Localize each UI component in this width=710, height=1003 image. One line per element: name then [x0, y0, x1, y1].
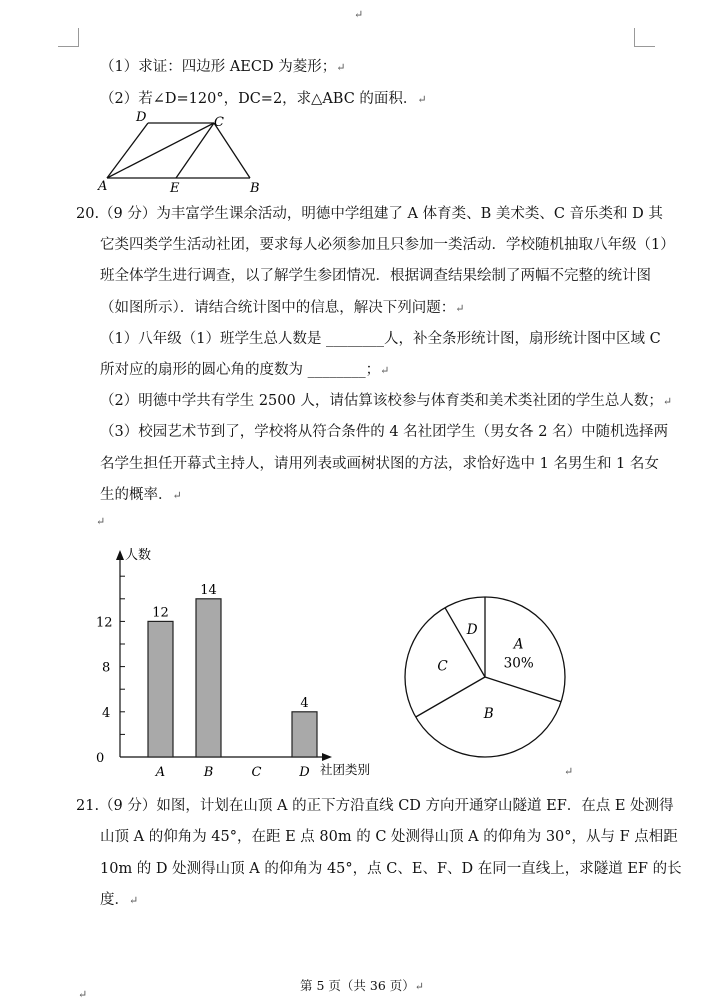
bar-B: [196, 599, 221, 757]
q19-figure: [90, 108, 280, 198]
q20-part3-a: （3）校园艺术节到了，学校将从符合条件的 4 名社团学生（男女各 2 名）中随机选择两: [100, 424, 669, 440]
q21-line3: 10m 的 D 处测得山顶 A 的仰角为 45°，点 C、E、F、D 在同一直线上，求隧道 EF 的长: [100, 861, 682, 877]
q20-part1-a: （1）八年级（1）班学生总人数是 ________人，补全条形统计图，扇形统计图中区域 C: [100, 331, 661, 347]
q20-line3: 班全体学生进行调查，以了解学生参团情况．根据调查结果绘制了两幅不完整的统计图: [100, 268, 651, 284]
bar-value-label: 12: [152, 605, 169, 621]
pie-label-B: B: [483, 705, 494, 722]
bar-A: [148, 621, 173, 757]
label-e: E: [170, 181, 180, 196]
x-tick-label: A: [155, 765, 166, 780]
q20-part2: （2）明德中学共有学生 2500 人，请估算该校参与体育类和美术类社团的学生总人数；↵: [100, 393, 673, 409]
q20-part3-b: 名学生担任开幕式主持人，请用列表或画树状图的方法，求恰好选中 1 名男生和 1 名女: [100, 456, 659, 472]
pie-label-C: C: [437, 658, 448, 675]
x-tick-label: D: [299, 765, 310, 780]
edge-cb: [214, 123, 250, 178]
edge-ec: [176, 123, 214, 178]
q20-line2: 它类四类学生活动社团，要求每人必须参加且只参加一类活动．学校随机抽取八年级（1）: [100, 237, 675, 253]
q20-part1-b: 所对应的扇形的圆心角的度数为 ________；↵: [100, 362, 390, 378]
q21-line1: 21.（9 分）如图，计划在山顶 A 的正下方沿直线 CD 方向开通穿山隧道 EF．在点 E 处测得: [76, 798, 674, 814]
blank-paragraph-mark: ↵: [96, 515, 106, 528]
label-b: B: [250, 181, 260, 196]
x-axis-label: 社团类别: [320, 762, 371, 777]
y-tick-label: 12: [96, 615, 113, 631]
bar-value-label: 4: [300, 695, 309, 711]
pie-value-A: 30%: [503, 655, 534, 672]
label-d: D: [136, 110, 147, 125]
x-tick-label: B: [203, 765, 214, 780]
bar-D: [292, 712, 317, 757]
pie-label-D: D: [466, 622, 478, 639]
q20-part3-c: 生的概率．↵: [100, 487, 182, 503]
corner-mark-right: [634, 28, 655, 47]
end-paragraph-mark: ↵: [78, 988, 88, 1001]
y-tick-label: 4: [102, 705, 111, 721]
q19-part1: （1）求证：四边形 AECD 为菱形；↵: [100, 59, 346, 75]
pie-chart: [400, 592, 570, 762]
header-return-mark: ↵: [354, 8, 364, 21]
label-a: A: [98, 179, 108, 194]
bar-value-label: 14: [200, 582, 217, 598]
y-axis-arrow: [116, 550, 124, 560]
chart-paragraph-mark: ↵: [564, 765, 574, 778]
y-tick-label: 8: [102, 660, 111, 676]
page-footer: 第 5 页（共 36 页）↵: [300, 978, 424, 993]
q21-line2: 山顶 A 的仰角为 45°，在距 E 点 80m 的 C 处测得山顶 A 的仰角为 30°，从与 F 点相距: [100, 829, 678, 845]
q20-line4: （如图所示）．请结合统计图中的信息，解决下列问题：↵: [100, 300, 465, 316]
edge-ac: [107, 123, 214, 178]
edge-ad: [107, 123, 148, 178]
bar-chart: [88, 540, 388, 785]
x-tick-label: C: [251, 765, 262, 780]
pie-label-A: A: [513, 636, 524, 653]
x-axis-arrow: [322, 753, 332, 761]
q20-line1: 20.（9 分）为丰富学生课余活动，明德中学组建了 A 体育类、B 美术类、C 音乐类和 D 其: [76, 206, 663, 222]
corner-mark-left: [58, 28, 79, 47]
y-tick-label: 0: [96, 751, 105, 766]
label-c: C: [214, 115, 224, 130]
q21-line4: 度．↵: [100, 892, 139, 908]
y-axis-label: 人数: [125, 548, 152, 563]
q19-part2: （2）若∠D=120°，DC=2，求△ABC 的面积．↵: [100, 91, 427, 107]
